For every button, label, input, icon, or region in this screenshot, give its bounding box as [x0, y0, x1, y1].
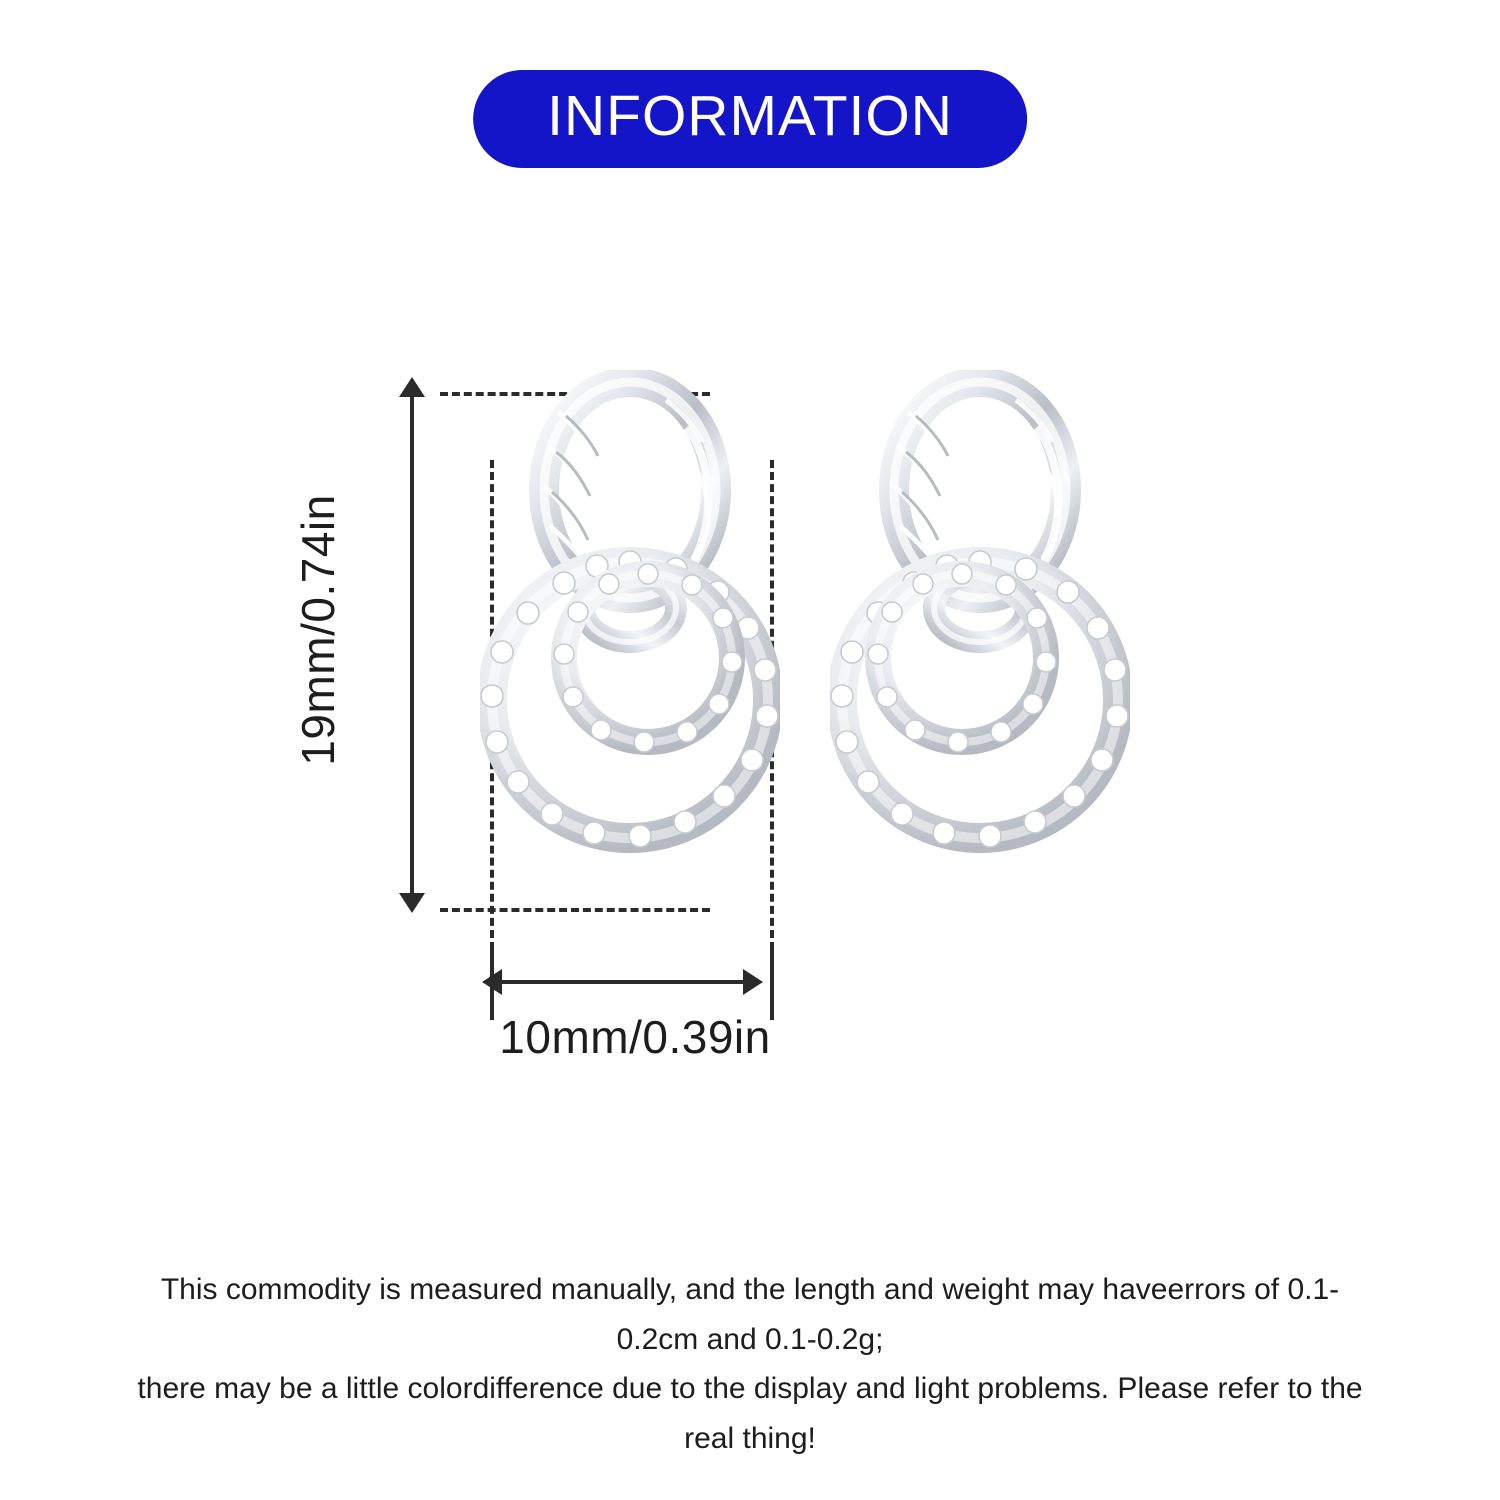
disclaimer-note: [120, 1265, 1380, 1463]
earring-right: [830, 370, 1130, 950]
product-dimension-diagram: [0, 330, 1500, 1090]
width-dimension-label: 10mm/0.39in: [499, 1011, 771, 1063]
disclaimer-line-2: there may be a little colordifference due to the display and light problems. Please refer to the real thing!: [137, 1372, 1363, 1455]
height-dimension-arrow: [410, 395, 414, 895]
height-dimension-label: 19mm/0.74in: [292, 494, 344, 766]
width-dimension-arrow: [500, 980, 745, 984]
earring-left: [480, 370, 780, 950]
information-badge: INFORMATION: [473, 70, 1027, 168]
disclaimer-line-1: This commodity is measured manually, and the length and weight may haveerrors of 0.1-0.2cm and 0.1-0.2g;: [160, 1273, 1340, 1356]
